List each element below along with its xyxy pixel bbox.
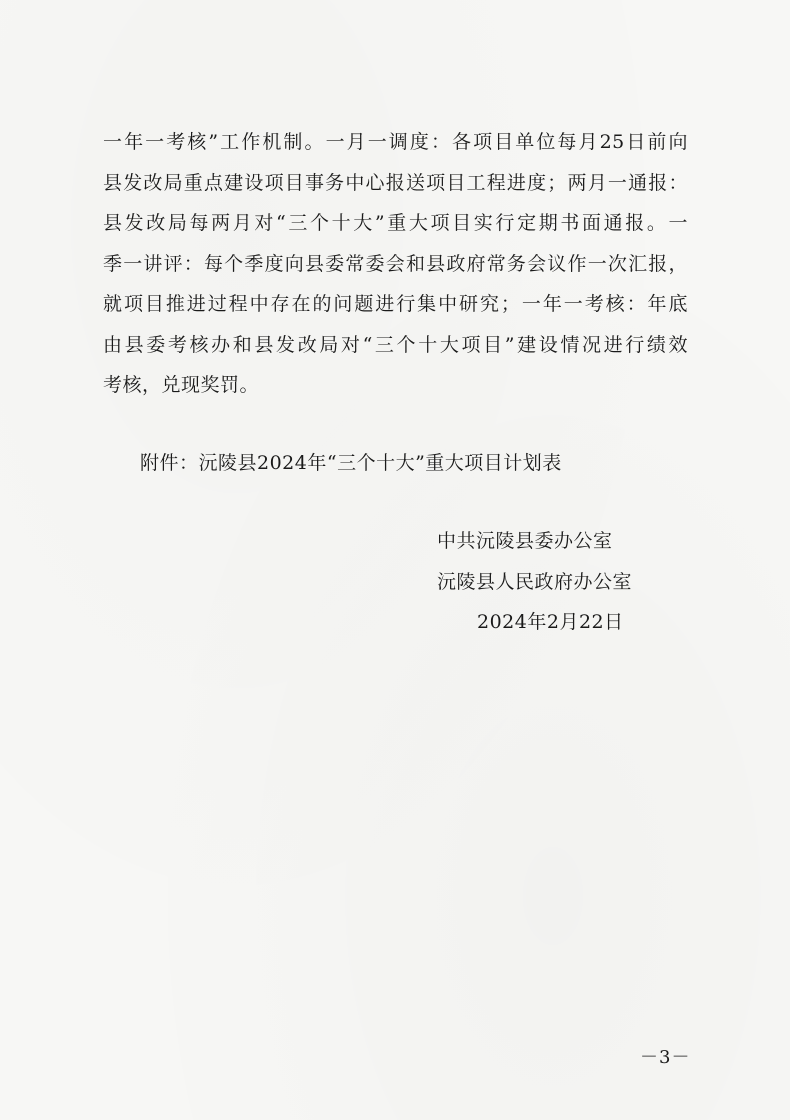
attachment-note: 附件：沅陵县2024年“三个十大”重大项目计划表 — [140, 452, 562, 474]
page-number: －3－ — [640, 1047, 691, 1068]
body-paragraph — [103, 122, 688, 406]
body-line-6: 由县委考核办和县发改局对“三个十大项目”建设情况进行绩效 — [103, 333, 688, 356]
body-line-3: 县发改局每两月对“三个十大”重大项目实行定期书面通报。一 — [103, 212, 688, 234]
body-line-4: 季一讲评：每个季度向县委常委会和县政府常务会议作一次汇报， — [103, 252, 688, 275]
signature-date: 2024年2月22日 — [477, 611, 624, 633]
signature-org-government: 沅陵县人民政府办公室 — [437, 571, 633, 593]
signature-org-party-committee: 中共沅陵县委办公室 — [437, 530, 613, 552]
body-line-7: 考核，兑现奖罚。 — [103, 374, 260, 396]
body-line-1: 一年一考核”工作机制。一月一调度：各项目单位每月25日前向 — [103, 131, 688, 153]
body-line-2: 县发改局重点建设项目事务中心报送项目工程进度；两月一通报： — [103, 171, 688, 194]
body-line-5: 就项目推进过程中存在的问题进行集中研究；一年一考核：年底 — [103, 293, 688, 315]
